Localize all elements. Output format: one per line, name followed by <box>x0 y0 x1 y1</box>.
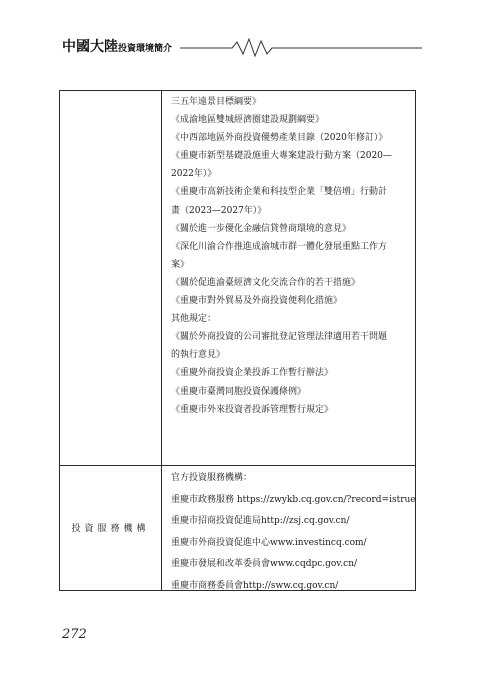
regulation-line: 《重慶外商投資企業投訴工作暫行辦法》 <box>171 368 334 379</box>
regulation-line: 畫（2023—2027年）》 <box>171 205 267 216</box>
column-divider <box>161 91 162 590</box>
page-number: 272 <box>62 627 87 642</box>
agency-link[interactable]: 重慶市政務服務 https://zwykb.cq.gov.cn/?record=istrue <box>171 494 416 505</box>
agencies-heading: 官方投資服務機構： <box>171 473 253 483</box>
regulation-line: 《中西部地區外商投資優勢產業目錄（2020年修訂）》 <box>171 133 388 144</box>
header-title-main: 中國大陸 <box>62 39 118 55</box>
row-divider <box>60 465 415 466</box>
agency-link[interactable]: 重慶市發展和改革委員會www.cqdpc.gov.cn/ <box>171 559 358 569</box>
regulation-line: 《深化川渝合作推進成渝城市群一體化發展重點工作方 <box>171 241 388 252</box>
regulation-line: 《重慶市高新技術企業和科技型企業「雙倍增」行動計 <box>171 187 388 198</box>
regulation-line: 其他規定： <box>171 314 217 325</box>
regulation-line: 《關於進一步優化金融信貸營商環境的意見》 <box>171 223 352 234</box>
header-pulse-line <box>62 34 422 58</box>
regulation-line: 案》 <box>171 259 190 270</box>
regulation-line: 《重慶市外來投資者投訴管理暫行規定》 <box>171 404 334 415</box>
regulation-line: 《成渝地區雙城經濟圈建設規劃綱要》 <box>171 115 325 126</box>
regulation-line: 《重慶市對外貿易及外商投資便利化措施》 <box>171 296 343 307</box>
regulation-line: 《重慶市臺灣同胞投資保護條例》 <box>171 386 307 397</box>
header-title-sub: 投資環境簡介 <box>118 44 173 54</box>
regulations-cell <box>171 93 409 419</box>
regulation-line: 《關於促進渝臺經濟文化交流合作的若干措施》 <box>171 277 361 288</box>
regulation-line: 三五年遠景目標綱要》 <box>171 97 262 107</box>
regulation-line: 《重慶市新型基礎設施重大專案建設行動方案（2020— <box>171 151 392 162</box>
regulation-line: 的執行意見》 <box>171 350 226 361</box>
agency-link[interactable]: 重慶市外商投資促進中心www.investincq.com/ <box>171 537 367 548</box>
agency-link[interactable]: 重慶市招商投資促進局http://zsj.cq.gov.cn/ <box>171 516 350 526</box>
agencies-label: 投資服務機構 <box>71 524 150 534</box>
regulation-line: 2022年）》 <box>171 169 217 180</box>
info-table <box>59 90 416 591</box>
regulation-line: 《關於外商投資的公司審批登記管理法律適用若干問題 <box>171 332 388 343</box>
agency-link[interactable]: 重慶市商務委員會http://sww.cq.gov.cn/ <box>171 580 339 591</box>
agencies-cell <box>171 468 416 597</box>
running-header <box>62 34 422 58</box>
